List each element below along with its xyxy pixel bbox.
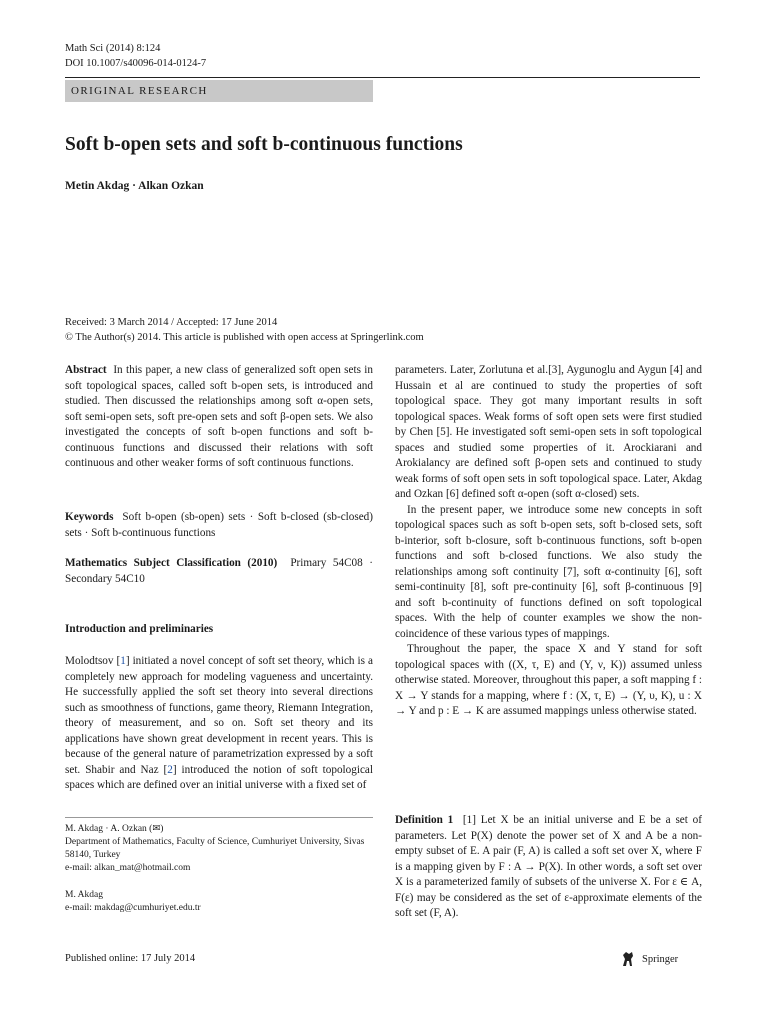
intro-text-c: ] introduced the notion of soft topological spaces which are defined over an initial universe with a fixed set of [65,763,373,791]
msc-label: Mathematics Subject Classification (2010) [65,557,278,569]
published-online: Published online: 17 July 2014 [65,953,196,964]
doi[interactable]: DOI 10.1007/s40096-014-0124-7 [65,58,207,69]
dates-block [65,316,424,345]
category-band: ORIGINAL RESEARCH [65,80,373,102]
section-heading: Introduction and preliminaries [65,623,214,635]
right-paragraph-1: parameters. Later, Zorlutuna et al.[3], Aygunoglu and Aygun [4] and Hussain et al are continued to study the properties of soft topological space. They got many important results in soft topological spaces. Weak forms of soft open sets were first studied by Chen [5]. He investigated soft semi-open sets in soft topological spaces and studied some properties of it. Arockiarani and Arokialancy are defined soft β-open sets and continued to study weak forms of soft open sets in soft topological space. Later, Akdag and Ozkan [6] defined soft α-open (soft α-closed) sets. [395,364,702,500]
affiliation-block-2 [65,889,385,915]
msc-text: Primary 54C08 · Secondary 54C10 [65,557,374,585]
right-paragraph-2: In the present paper, we introduce some new concepts in soft topological spaces such as soft b-open sets, soft b-closed sets, soft b-interior, soft b-closure, soft b-continuous functions, soft b-open functions and soft b-closed functions. We also study the relationships among soft continuity [7], soft α-continuity [6], soft semi-continuity [8], soft pre-continuity [6], soft β-continuous [9] and soft b-continuity of functions defined on soft topological spaces. With the help of counter examples we show the non-coincidence of these various types of mappings. [395,503,702,640]
intro-text-a: Molodtsov [ [65,655,121,667]
springer-horse-icon [620,950,636,968]
affil-author-2: M. Akdag [65,890,103,900]
received-line: Received: 3 March 2014 / Accepted: 17 June 2014 [65,317,278,328]
definition-label: Definition 1 [395,814,454,826]
abstract-block [65,363,373,472]
affil-authors: M. Akdag · A. Ozkan (✉) [65,824,164,834]
affil-email-2[interactable]: e-mail: makdag@cumhuriyet.edu.tr [65,903,201,913]
abstract-text: In this paper, a new class of generalized soft open sets in soft topological spaces, called soft b-open sets, is introduced and studied. Then discussed the relationships among soft α-open sets, soft semi-open sets, soft pre-open sets and soft β-open sets. We also investigated the concepts of soft b-open functions and soft b-continuous functions and discussed their relations with soft continuous and other weaker forms of soft continuous functions. [65,364,373,469]
affil-dept: Department of Mathematics, Faculty of Science, Cumhuriyet University, Sivas 58140, Turkey [65,837,365,860]
author-list: Metin Akdag · Alkan Ozkan [65,180,204,192]
right-paragraph-3: Throughout the paper, the space X and Y stand for soft topological spaces with ((X, τ, E) and (Y, ν, K)) assumed unless otherwise stated. Moreover, throughout this paper, a soft mapping f : X → Y stands for a mapping, where f : (X, τ, E) → (Y, υ, K), u : X → Y and p : E → K are assumed mappings unless otherwise stated. [395,643,702,717]
article-title: Soft b-open sets and soft b-continuous functions [65,134,463,155]
affiliation-block [65,823,385,875]
footnote-rule [65,817,373,818]
definition-block [395,813,702,922]
intro-paragraph [65,654,373,794]
keywords-label: Keywords [65,511,114,523]
journal-line: Math Sci (2014) 8:124 [65,43,161,54]
keywords-block [65,510,373,541]
journal-meta [65,41,206,71]
definition-text: [1] Let X be an initial universe and E be a set of parameters. Let P(X) denote the power set of X and A be a non-empty subset of E. A pair (F, A) is called a soft set over X, where F is a mapping given by F : A → P(X). In other words, a soft set over X is a parameterized family of subsets of the universe X. For ε ∈ A, F(ε) may be considered as the set of ε-approximate elements of the soft set (F, A). [395,814,702,919]
abstract-label: Abstract [65,364,107,376]
copyright-line: © The Author(s) 2014. This article is published with open access at Springerlink.com [65,331,424,343]
citation-link[interactable]: 2 [167,763,173,776]
publisher-name: Springer [642,953,679,965]
publisher-logo[interactable] [620,950,678,968]
affil-email-1[interactable]: e-mail: alkan_mat@hotmail.com [65,863,191,873]
citation-link[interactable]: 1 [120,655,126,667]
right-column [395,363,702,720]
msc-block [65,556,373,587]
header-rule [65,77,700,78]
intro-text-b: ] initiated a novel concept of soft set theory, which is a completely new approach for modeling vagueness and uncertainty. He successfully applied the soft set theory into several directions such as smoothness of functions, game theory, Riemann Integration, theory of measurement, and so on. Soft set theory and its applications have shown great development in recent years. This is because of the general nature of parametrization expressed by a soft set. Shabir and Naz [ [65,655,373,776]
keywords-text: Soft b-open (sb-open) sets · Soft b-closed (sb-closed) sets · Soft b-continuous functions [65,511,374,539]
